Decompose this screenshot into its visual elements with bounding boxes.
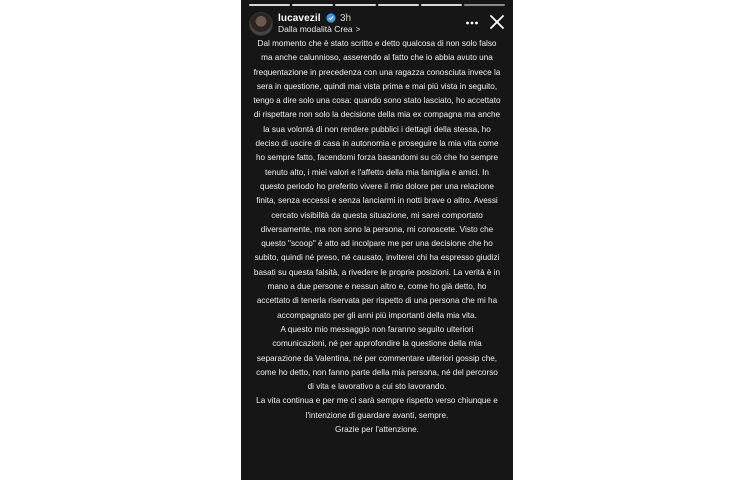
username[interactable]: lucavezil	[278, 13, 321, 24]
close-icon[interactable]	[489, 14, 505, 30]
letterbox-left	[0, 0, 241, 480]
progress-segment	[292, 4, 333, 6]
progress-segment	[421, 4, 462, 6]
letterbox-right	[513, 0, 740, 480]
more-dots-icon[interactable]	[465, 16, 479, 30]
story-progress-bar	[249, 4, 505, 6]
post-time: 3h	[340, 13, 352, 24]
message-paragraph: Dal momento che è stato scritto e detto qualcosa di non solo falso ma anche calunnioso, asserendo al fatto che io abbia avuto una frequentazione in precedenza con una ragazza conosciuta invece la sera in questione, quindi mai vista prima e mai più vista in seguito, tengo a dire solo una cosa: quando sono stato lasciato, ho accettato di rispettare non solo la decisione della mia ex compagna ma anche la sua volontà di non rendere pubblici i dettagli della stessa, ho deciso di uscire di casa in autonomia e proseguire la mia vita come ho sempre fatto, facendomi forza basandomi su ciò che ho sempre tenuto alto, i miei valori e l'affetto della mia famiglia e amici. In questo periodo ho preferito vivere il mio dolore per una relazione finita, senza eccessi e senza lanciarmi in notti brave o altro. Avessi cercato visibilità da questa situazione, mi sarei comportato diversamente, ma non sono la persona, mi conoscete. Visto che questo "scoop" è atto ad incolpare me per una decisione che ho subito, quindi né preso, né causato, inviterei chi ha espresso giudizi basati su questa falsità, a rivedere le proprie posizioni. La verità è in mano a due persone e nessun altro e, come ho già detto, ho accettato di tenerla riservata per rispetto di una persona che mi ha accompagnato per gli anni più importanti della mia vita.	[253, 39, 501, 320]
message-paragraph: A questo mio messaggio non faranno seguito ulteriori comunicazioni, né per approfondire la questione della mia separazione da Valentina, né per commentare ulteriori gossip che, come ho detto, non fanno parte della mia persona, né del percorso di vita e lavorativo a cui sto lavorando.	[256, 324, 498, 392]
progress-segment	[378, 4, 419, 6]
chevron-right-icon: >	[355, 25, 361, 34]
progress-segment	[249, 4, 290, 6]
progress-segment-current	[464, 4, 505, 6]
subtitle-link[interactable]	[278, 24, 360, 34]
avatar[interactable]	[249, 12, 273, 36]
story-viewer[interactable]	[241, 0, 513, 480]
verified-badge-icon	[326, 13, 336, 23]
progress-segment	[335, 4, 376, 6]
message-paragraph: La vita continua e per me ci sarà sempre rispetto verso chiunque e l'intenzione di guardare avanti, sempre.	[256, 396, 498, 420]
subtitle-text: Dalla modalità Crea	[278, 24, 353, 34]
story-message	[253, 37, 501, 437]
story-header	[249, 12, 505, 36]
message-paragraph: Grazie per l'attenzione.	[335, 425, 419, 435]
